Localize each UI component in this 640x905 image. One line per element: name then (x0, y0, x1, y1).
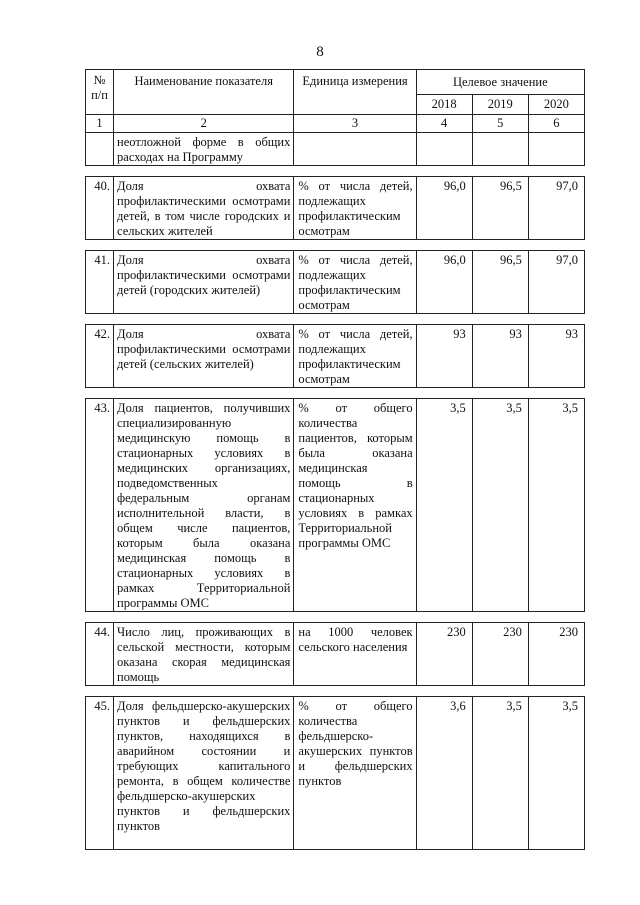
col-number: 4 (416, 115, 472, 133)
row-value-2018: 3,5 (416, 399, 472, 612)
page-number: 8 (316, 44, 324, 60)
row-value-2019: 96,5 (472, 251, 528, 314)
row-value-2020: 230 (528, 623, 584, 686)
header-year-2018: 2018 (416, 95, 472, 115)
row-name: Доля охвата профилактическими осмотрами детей (сельских жителей) (114, 325, 294, 388)
row-name: Доля охвата профилактическими осмотрами детей, в том числе городских и сельских жителей (114, 177, 294, 240)
header-year-2019: 2019 (472, 95, 528, 115)
row-unit: % от числа детей, подлежащих профилактическим осмотрам (294, 177, 416, 240)
col-number: 6 (528, 115, 584, 133)
row-num: 41. (86, 251, 114, 314)
col-number: 3 (294, 115, 416, 133)
row-name: Число лиц, проживающих в сельской местности, которым оказана скорая медицинская помощь (114, 623, 294, 686)
row-name: неотложной форме в общих расходах на Программу (114, 133, 294, 166)
row-unit: % от общего количества пациентов, которым была оказана медицинская помощь в стационарных условиях в рамках Территориальной программы ОМС (294, 399, 416, 612)
row-num (86, 133, 114, 166)
table-row (86, 697, 585, 850)
row-value-2020: 3,5 (528, 697, 584, 850)
header-year-2020: 2020 (528, 95, 584, 115)
row-name: Доля фельдшерско-акушерских пунктов и фельдшерских пунктов, находящихся в аварийном состоянии и требующих капитального ремонта, в общем количестве фельдшерско-акушерских пунктов и фельдшерских пунктов (114, 697, 294, 850)
header-name: Наименование показателя (114, 70, 294, 115)
indicators-table (85, 69, 585, 850)
row-value-2019 (472, 133, 528, 166)
row-value-2018: 96,0 (416, 251, 472, 314)
table-row (86, 133, 585, 166)
row-num: 40. (86, 177, 114, 240)
header-unit: Единица измерения (294, 70, 416, 115)
row-value-2018: 93 (416, 325, 472, 388)
row-value-2019: 3,5 (472, 697, 528, 850)
row-gap (86, 686, 585, 697)
row-unit: % от числа детей, подлежащих профилактическим осмотрам (294, 251, 416, 314)
row-gap (86, 166, 585, 177)
row-value-2020: 3,5 (528, 399, 584, 612)
header-num-text: № п/п (91, 73, 108, 102)
header-num (86, 70, 114, 115)
table-row (86, 325, 585, 388)
col-number: 5 (472, 115, 528, 133)
row-value-2018: 230 (416, 623, 472, 686)
row-value-2020: 97,0 (528, 177, 584, 240)
row-value-2018: 3,6 (416, 697, 472, 850)
row-value-2020: 93 (528, 325, 584, 388)
row-unit: % от общего количества фельдшерско-акушерских пунктов и фельдшерских пунктов (294, 697, 416, 850)
row-value-2019: 3,5 (472, 399, 528, 612)
row-gap (86, 388, 585, 399)
table-row (86, 177, 585, 240)
row-value-2018 (416, 133, 472, 166)
row-unit (294, 133, 416, 166)
row-num: 45. (86, 697, 114, 850)
row-gap (86, 240, 585, 251)
row-name: Доля охвата профилактическими осмотрами детей (городских жителей) (114, 251, 294, 314)
row-name: Доля пациентов, получивших специализированную медицинскую помощь в стационарных условиях в медицинских организациях, подведомственных федеральным органам исполнительной власти, в общем числе пациентов, которым была оказана медицинская помощь в стационарных условиях в рамках Территориальной программы ОМС (114, 399, 294, 612)
row-value-2018: 96,0 (416, 177, 472, 240)
header-target: Целевое значение (416, 70, 584, 95)
row-gap (86, 314, 585, 325)
table-row (86, 399, 585, 612)
col-number: 2 (114, 115, 294, 133)
row-value-2020: 97,0 (528, 251, 584, 314)
row-value-2020 (528, 133, 584, 166)
row-num: 42. (86, 325, 114, 388)
col-number: 1 (86, 115, 114, 133)
row-unit: на 1000 человек сельского населения (294, 623, 416, 686)
row-gap (86, 612, 585, 623)
row-value-2019: 93 (472, 325, 528, 388)
row-num: 44. (86, 623, 114, 686)
table-row (86, 251, 585, 314)
row-unit: % от числа детей, подлежащих профилактическим осмотрам (294, 325, 416, 388)
table-row (86, 623, 585, 686)
row-value-2019: 230 (472, 623, 528, 686)
row-value-2019: 96,5 (472, 177, 528, 240)
row-num: 43. (86, 399, 114, 612)
